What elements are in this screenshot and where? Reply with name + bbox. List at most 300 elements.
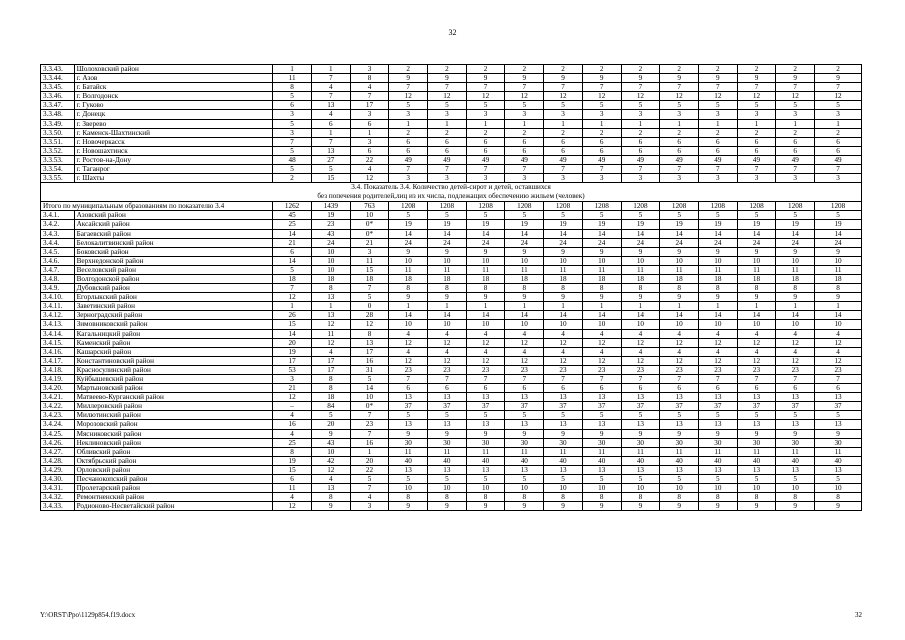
row-value: 20 — [273, 338, 312, 347]
row-value: 3 — [350, 110, 389, 119]
row-value: 9 — [737, 502, 776, 511]
row-value: 7 — [505, 83, 544, 92]
row-value: 40 — [698, 456, 737, 465]
row-value: 7 — [582, 165, 621, 174]
table-row — [41, 284, 862, 293]
row-value: 40 — [815, 456, 862, 465]
table-row — [41, 384, 862, 393]
row-value: 15 — [350, 265, 389, 274]
row-value: 6 — [350, 146, 389, 155]
row-value: 7 — [389, 165, 428, 174]
row-value: 5 — [737, 411, 776, 420]
row-value: 5 — [776, 411, 815, 420]
row-value: 12 — [737, 338, 776, 347]
row-value: 3 — [698, 110, 737, 119]
row-value: 4 — [660, 347, 699, 356]
row-code: 3.3.53. — [41, 155, 75, 164]
row-value: 2 — [389, 128, 428, 137]
row-value: 11 — [621, 265, 660, 274]
row-value: 6 — [621, 146, 660, 155]
row-name: Аксайский район — [74, 220, 273, 229]
row-value: 11 — [389, 265, 428, 274]
row-value: 13 — [389, 393, 428, 402]
row-code: 3.3.55. — [41, 174, 75, 183]
row-value: 15 — [273, 320, 312, 329]
row-value: 9 — [389, 429, 428, 438]
row-value: 12 — [660, 338, 699, 347]
row-value: 13 — [815, 465, 862, 474]
row-value: 24 — [737, 238, 776, 247]
row-value: 13 — [776, 465, 815, 474]
row-value: 23 — [389, 365, 428, 374]
row-value: 5 — [389, 101, 428, 110]
row-value: 8 — [698, 284, 737, 293]
row-value: 18 — [311, 274, 350, 283]
row-value: 0* — [350, 229, 389, 238]
row-value: 6 — [698, 384, 737, 393]
row-value: 2 — [737, 128, 776, 137]
row-value: 14 — [544, 229, 583, 238]
row-value: 18 — [698, 274, 737, 283]
table-row — [41, 493, 862, 502]
row-value: 5 — [621, 411, 660, 420]
row-value: 9 — [621, 502, 660, 511]
row-code: 3.4.16. — [41, 347, 75, 356]
row-value: 9 — [544, 502, 583, 511]
row-value: 19 — [698, 220, 737, 229]
row-value: 9 — [505, 502, 544, 511]
table-row — [41, 311, 862, 320]
row-value: 10 — [311, 265, 350, 274]
row-code: 3.4.2. — [41, 220, 75, 229]
row-value: 4 — [428, 329, 467, 338]
row-value: 3 — [505, 110, 544, 119]
row-value: 7 — [466, 83, 505, 92]
row-value: 5 — [544, 411, 583, 420]
row-value: 19 — [466, 220, 505, 229]
row-code: 3.4.30. — [41, 475, 75, 484]
row-value: 18 — [273, 274, 312, 283]
row-value: 12 — [698, 338, 737, 347]
row-value: 5 — [582, 101, 621, 110]
row-value: 4 — [815, 347, 862, 356]
row-name: Зимовниковский район — [74, 320, 273, 329]
row-value: 9 — [698, 502, 737, 511]
row-value: 6 — [428, 384, 467, 393]
row-value: 9 — [582, 502, 621, 511]
row-value: 7 — [428, 375, 467, 384]
table-row — [41, 265, 862, 274]
row-value: 1 — [350, 447, 389, 456]
row-code: 3.3.44. — [41, 74, 75, 83]
row-value: 11 — [505, 447, 544, 456]
row-name: г. Батайск — [74, 83, 273, 92]
row-value: 6 — [505, 146, 544, 155]
row-value: 10 — [582, 484, 621, 493]
row-value: 9 — [505, 429, 544, 438]
row-value: 18 — [350, 274, 389, 283]
row-value: 14 — [815, 229, 862, 238]
row-value: 2 — [466, 65, 505, 74]
row-value: 3 — [466, 110, 505, 119]
row-value: 11 — [660, 447, 699, 456]
row-value: 11 — [544, 265, 583, 274]
row-value: 9 — [311, 502, 350, 511]
row-value: 10 — [698, 484, 737, 493]
row-value: 10 — [737, 320, 776, 329]
row-value: 4 — [544, 347, 583, 356]
row-value: 1 — [389, 119, 428, 128]
row-value: 19 — [776, 220, 815, 229]
row-value: 11 — [466, 447, 505, 456]
row-value: 14 — [737, 311, 776, 320]
table-row — [41, 256, 862, 265]
row-value: 7 — [311, 137, 350, 146]
row-value: 5 — [544, 211, 583, 220]
row-value: 9 — [428, 293, 467, 302]
row-value: 7 — [698, 165, 737, 174]
row-value: 4 — [621, 329, 660, 338]
row-value: 12 — [776, 338, 815, 347]
row-value: 4 — [544, 329, 583, 338]
file-path: Y:\ORST\Ppo\1129p854.f19.docx — [40, 611, 136, 619]
row-value: 11 — [428, 265, 467, 274]
row-value: 9 — [621, 429, 660, 438]
row-value: 23 — [776, 365, 815, 374]
row-value: 4 — [311, 475, 350, 484]
row-value: 7 — [737, 83, 776, 92]
row-value: 13 — [698, 393, 737, 402]
row-value: 12 — [311, 465, 350, 474]
row-value: 10 — [311, 447, 350, 456]
row-value: 12 — [389, 356, 428, 365]
row-value: 8 — [737, 493, 776, 502]
row-value: 37 — [544, 402, 583, 411]
table-row — [41, 429, 862, 438]
row-name: Морозовский район — [74, 420, 273, 429]
row-code: 3.4.32. — [41, 493, 75, 502]
row-value: 12 — [621, 92, 660, 101]
row-value: 6 — [776, 384, 815, 393]
row-value: 9 — [698, 247, 737, 256]
row-value: 4 — [428, 347, 467, 356]
row-value: 6 — [544, 146, 583, 155]
row-value: 12 — [737, 92, 776, 101]
row-value: 7 — [660, 83, 699, 92]
row-value: 13 — [582, 420, 621, 429]
row-value: 6 — [544, 384, 583, 393]
row-value: 9 — [776, 293, 815, 302]
row-value: 5 — [544, 101, 583, 110]
row-value: 12 — [660, 356, 699, 365]
row-value: 13 — [389, 465, 428, 474]
row-value: 0 — [350, 302, 389, 311]
row-value: 12 — [621, 338, 660, 347]
row-code: 3.3.48. — [41, 110, 75, 119]
row-value: 40 — [466, 456, 505, 465]
row-value: 7 — [350, 284, 389, 293]
row-value: 14 — [815, 311, 862, 320]
table-row — [41, 174, 862, 183]
row-value: 8 — [737, 284, 776, 293]
row-code: 3.3.45. — [41, 83, 75, 92]
row-value: 7 — [621, 375, 660, 384]
row-value: 3 — [273, 128, 312, 137]
row-value: 49 — [660, 155, 699, 164]
row-value: 5 — [428, 411, 467, 420]
row-value: 14 — [273, 329, 312, 338]
row-value: 5 — [621, 101, 660, 110]
row-value: 2 — [815, 65, 862, 74]
row-value: 5 — [350, 475, 389, 484]
row-value: 12 — [428, 338, 467, 347]
row-value: 4 — [698, 329, 737, 338]
row-value: 5 — [698, 411, 737, 420]
row-value: 49 — [389, 155, 428, 164]
row-value: 13 — [466, 393, 505, 402]
row-value: 5 — [466, 411, 505, 420]
row-value: 12 — [582, 338, 621, 347]
row-value: 49 — [815, 155, 862, 164]
row-value: 9 — [428, 429, 467, 438]
row-value: 4 — [582, 329, 621, 338]
row-value: 22 — [350, 465, 389, 474]
row-value: 6 — [660, 146, 699, 155]
row-value: 9 — [428, 502, 467, 511]
row-value: 7 — [698, 375, 737, 384]
row-value: 10 — [660, 256, 699, 265]
row-value: 9 — [428, 247, 467, 256]
row-value: 7 — [505, 165, 544, 174]
row-value: 9 — [582, 74, 621, 83]
row-value: 11 — [350, 256, 389, 265]
row-value: 18 — [428, 274, 467, 283]
row-value: 7 — [466, 165, 505, 174]
row-value: 9 — [660, 502, 699, 511]
row-value: 5 — [660, 211, 699, 220]
row-value: 6 — [466, 137, 505, 146]
row-value: 9 — [505, 293, 544, 302]
row-value: 9 — [505, 74, 544, 83]
row-value: 9 — [544, 293, 583, 302]
row-name: Боковский район — [74, 247, 273, 256]
row-value: 8 — [350, 74, 389, 83]
row-value: 5 — [428, 101, 467, 110]
row-value: 9 — [621, 74, 660, 83]
row-value: 13 — [311, 484, 350, 493]
row-value: 2 — [737, 65, 776, 74]
row-value: 9 — [582, 293, 621, 302]
row-value: 23 — [621, 365, 660, 374]
row-value: 37 — [505, 402, 544, 411]
row-value: 9 — [737, 247, 776, 256]
row-value: 12 — [505, 356, 544, 365]
row-value: 10 — [621, 256, 660, 265]
row-value: 13 — [698, 465, 737, 474]
row-value: 14 — [621, 229, 660, 238]
row-value: 1 — [582, 119, 621, 128]
table-row — [41, 101, 862, 110]
row-value: 8 — [776, 493, 815, 502]
row-value: 16 — [273, 420, 312, 429]
row-name: Волгодонской район — [74, 274, 273, 283]
row-value: 13 — [660, 393, 699, 402]
row-value: 6 — [737, 384, 776, 393]
row-value: 45 — [273, 211, 312, 220]
row-code: 3.4.33. — [41, 502, 75, 511]
row-value: 9 — [428, 74, 467, 83]
row-value: 1 — [505, 302, 544, 311]
row-value: 7 — [621, 165, 660, 174]
row-value: 6 — [582, 146, 621, 155]
row-value: 23 — [311, 220, 350, 229]
row-value: 5 — [544, 475, 583, 484]
row-code: 3.4.1. — [41, 211, 75, 220]
table-row — [41, 74, 862, 83]
row-value: 30 — [737, 438, 776, 447]
row-value: 3 — [544, 110, 583, 119]
row-value: 1 — [582, 302, 621, 311]
row-value: 3 — [582, 110, 621, 119]
row-value: 12 — [582, 92, 621, 101]
row-value: 40 — [389, 456, 428, 465]
row-value: 8 — [273, 83, 312, 92]
row-name: Мартыновский район — [74, 384, 273, 393]
row-name: г. Таганрог — [74, 165, 273, 174]
row-value: 6 — [660, 137, 699, 146]
row-value: 4 — [311, 347, 350, 356]
row-value: 21 — [350, 238, 389, 247]
row-value: 5 — [815, 211, 862, 220]
row-value: 12 — [815, 92, 862, 101]
row-name: Матвеево-Курганский район — [74, 393, 273, 402]
row-value: 7 — [428, 83, 467, 92]
total-label: Итого по муниципальным образованиям по показателю 3.4 — [41, 202, 273, 211]
row-value: 3 — [428, 110, 467, 119]
row-value: 13 — [505, 420, 544, 429]
row-value: 30 — [505, 438, 544, 447]
row-value: 16 — [350, 438, 389, 447]
row-name: Дубовский район — [74, 284, 273, 293]
row-value: 8 — [544, 284, 583, 293]
row-value: 13 — [776, 420, 815, 429]
row-value: 19 — [389, 220, 428, 229]
row-value: 1 — [311, 65, 350, 74]
row-value: 10 — [350, 211, 389, 220]
row-value: 6 — [505, 137, 544, 146]
row-name: г. Ростов-на-Дону — [74, 155, 273, 164]
indicator-table — [40, 64, 862, 511]
row-value: 14 — [505, 311, 544, 320]
row-value: 5 — [505, 101, 544, 110]
row-code: 3.4.21. — [41, 393, 75, 402]
row-value: 6 — [273, 247, 312, 256]
row-value: 18 — [815, 274, 862, 283]
row-value: 6 — [737, 137, 776, 146]
row-value: 18 — [582, 274, 621, 283]
row-code: 3.4.22. — [41, 402, 75, 411]
row-value: 8 — [582, 493, 621, 502]
row-value: 5 — [815, 101, 862, 110]
row-value: 12 — [389, 338, 428, 347]
table-row — [41, 465, 862, 474]
row-value: 5 — [660, 411, 699, 420]
row-value: 13 — [466, 420, 505, 429]
row-value: 7 — [350, 92, 389, 101]
row-value: 14 — [466, 311, 505, 320]
row-value: 10 — [389, 320, 428, 329]
row-value: 49 — [698, 155, 737, 164]
row-value: 7 — [311, 74, 350, 83]
row-value: 13 — [660, 465, 699, 474]
row-value: 4 — [582, 347, 621, 356]
row-value: 8 — [389, 493, 428, 502]
row-value: 7 — [350, 484, 389, 493]
row-value: 9 — [737, 293, 776, 302]
row-code: 3.4.8. — [41, 274, 75, 283]
row-name: г. Шахты — [74, 174, 273, 183]
row-code: 3.4.25. — [41, 429, 75, 438]
row-value: 26 — [273, 311, 312, 320]
total-value: 1262 — [273, 202, 312, 211]
row-value: 3 — [273, 375, 312, 384]
row-value: 5 — [466, 211, 505, 220]
row-value: 53 — [273, 365, 312, 374]
row-value: 11 — [428, 447, 467, 456]
row-value: 5 — [776, 211, 815, 220]
row-value: 3 — [660, 110, 699, 119]
row-name: Октябрьский район — [74, 456, 273, 465]
row-name: Мясниковский район — [74, 429, 273, 438]
row-value: 12 — [505, 92, 544, 101]
row-value: 23 — [466, 365, 505, 374]
row-value: 24 — [544, 238, 583, 247]
row-value: 19 — [428, 220, 467, 229]
row-value: 13 — [466, 465, 505, 474]
row-code: 3.4.31. — [41, 484, 75, 493]
row-value: 9 — [815, 293, 862, 302]
table-row — [41, 65, 862, 74]
row-value: 17 — [350, 101, 389, 110]
table-row — [41, 411, 862, 420]
row-value: 3 — [273, 110, 312, 119]
row-value: 19 — [273, 347, 312, 356]
row-value: 19 — [273, 456, 312, 465]
total-value: 1208 — [389, 202, 428, 211]
row-value: 13 — [311, 293, 350, 302]
row-value: 2 — [698, 128, 737, 137]
row-value: 13 — [698, 420, 737, 429]
row-value: 14 — [660, 229, 699, 238]
row-value: 4 — [815, 329, 862, 338]
row-value: 4 — [505, 329, 544, 338]
row-code: 3.4.23. — [41, 411, 75, 420]
row-value: 49 — [582, 155, 621, 164]
row-value: 2 — [428, 128, 467, 137]
row-value: 13 — [544, 393, 583, 402]
row-value: 2 — [505, 128, 544, 137]
row-value: 8 — [621, 284, 660, 293]
row-value: 12 — [582, 356, 621, 365]
row-value: 8 — [466, 493, 505, 502]
row-code: 3.3.54. — [41, 165, 75, 174]
indicator-heading-text: 3.4. Показатель 3.4. Количество детей-сирот и детей, оставшихся без попечения родителей,лиц из их числа, подлежащих обеспечению жильем (человек) — [41, 183, 862, 202]
row-value: 13 — [582, 393, 621, 402]
row-code: 3.4.15. — [41, 338, 75, 347]
row-value: 4 — [311, 110, 350, 119]
row-value: 1 — [311, 302, 350, 311]
row-value: 5 — [311, 165, 350, 174]
